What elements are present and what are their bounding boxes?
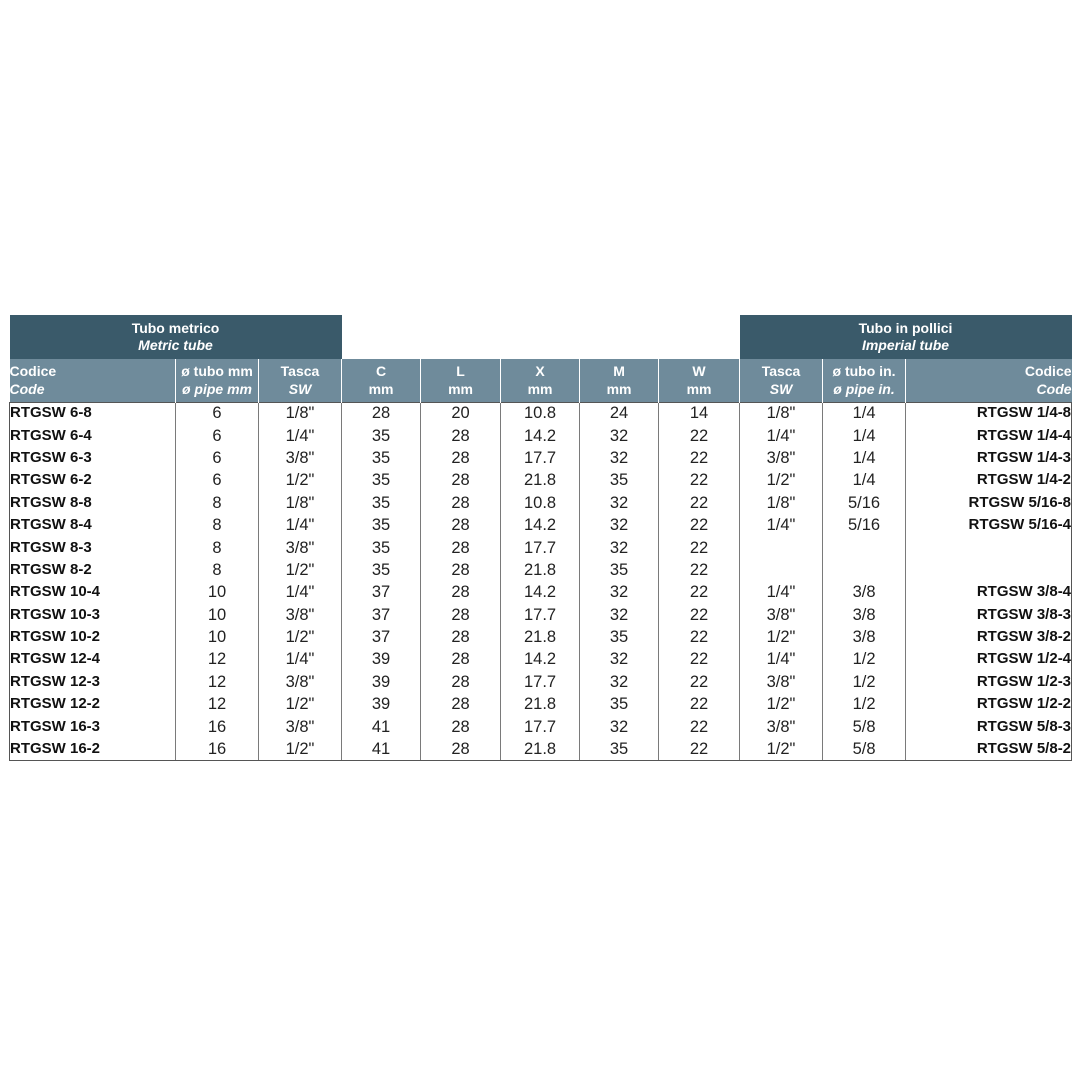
cell-c: 35 xyxy=(342,514,421,536)
cell-pipe-mm: 16 xyxy=(176,738,259,760)
cell-w: 22 xyxy=(659,715,740,737)
cell-pipe-in: 1/2 xyxy=(823,671,906,693)
column-header-c xyxy=(342,359,421,402)
cell-code-imperial: RTGSW 5/8-3 xyxy=(906,715,1072,737)
cell-pipe-in: 5/8 xyxy=(823,715,906,737)
cell-pipe-in: 1/2 xyxy=(823,648,906,670)
cell-code-imperial: RTGSW 1/4-2 xyxy=(906,469,1072,491)
cell-l: 28 xyxy=(421,447,501,469)
cell-code-imperial xyxy=(906,536,1072,558)
cell-c: 35 xyxy=(342,447,421,469)
cell-m: 32 xyxy=(580,514,659,536)
cell-sw-metric: 1/2" xyxy=(259,559,342,581)
table-row xyxy=(10,469,1072,491)
cell-sw-imperial: 1/4" xyxy=(740,648,823,670)
cell-code-imperial: RTGSW 1/4-3 xyxy=(906,447,1072,469)
column-header-sw-imperial xyxy=(740,359,823,402)
metric-tube-group-header xyxy=(10,315,342,359)
cell-code-metric: RTGSW 12-3 xyxy=(10,671,176,693)
column-header-sw-metric xyxy=(259,359,342,402)
cell-code-imperial: RTGSW 5/16-4 xyxy=(906,514,1072,536)
cell-m: 35 xyxy=(580,559,659,581)
cell-sw-metric: 1/8" xyxy=(259,402,342,424)
cell-l: 28 xyxy=(421,514,501,536)
cell-code-metric: RTGSW 6-4 xyxy=(10,424,176,446)
table-row xyxy=(10,536,1072,558)
cell-sw-imperial: 1/2" xyxy=(740,738,823,760)
column-header-sublabel: Code xyxy=(9,381,45,398)
cell-w: 22 xyxy=(659,536,740,558)
cell-sw-metric: 1/4" xyxy=(259,424,342,446)
cell-c: 35 xyxy=(342,424,421,446)
table-row xyxy=(10,559,1072,581)
cell-sw-metric: 3/8" xyxy=(259,671,342,693)
cell-code-metric: RTGSW 12-2 xyxy=(10,693,176,715)
column-header-sublabel: Code xyxy=(1036,381,1072,398)
table-row xyxy=(10,424,1072,446)
cell-w: 22 xyxy=(659,738,740,760)
cell-code-metric: RTGSW 8-3 xyxy=(10,536,176,558)
cell-c: 35 xyxy=(342,492,421,514)
cell-sw-metric: 1/2" xyxy=(259,626,342,648)
cell-pipe-mm: 8 xyxy=(176,492,259,514)
cell-sw-imperial: 3/8" xyxy=(740,447,823,469)
cell-sw-imperial: 1/4" xyxy=(740,424,823,446)
column-header-sublabel: mm xyxy=(606,381,632,398)
cell-c: 28 xyxy=(342,402,421,424)
cell-w: 22 xyxy=(659,648,740,670)
cell-sw-imperial: 1/2" xyxy=(740,693,823,715)
group-header-row xyxy=(10,315,1072,359)
column-header-sublabel: mm xyxy=(686,381,712,398)
cell-code-metric: RTGSW 6-8 xyxy=(10,402,176,424)
cell-pipe-in: 1/4 xyxy=(823,447,906,469)
cell-pipe-in xyxy=(823,559,906,581)
column-header-label: X xyxy=(535,363,545,380)
cell-m: 35 xyxy=(580,693,659,715)
cell-m: 24 xyxy=(580,402,659,424)
cell-pipe-mm: 12 xyxy=(176,648,259,670)
cell-w: 22 xyxy=(659,559,740,581)
column-header-sublabel: SW xyxy=(769,381,793,398)
cell-x: 17.7 xyxy=(501,447,580,469)
cell-x: 17.7 xyxy=(501,604,580,626)
cell-l: 28 xyxy=(421,536,501,558)
cell-pipe-in: 1/4 xyxy=(823,424,906,446)
cell-code-metric: RTGSW 8-8 xyxy=(10,492,176,514)
column-header-label: Codice xyxy=(1024,363,1072,380)
cell-w: 22 xyxy=(659,693,740,715)
cell-w: 22 xyxy=(659,447,740,469)
cell-x: 21.8 xyxy=(501,626,580,648)
cell-pipe-mm: 8 xyxy=(176,514,259,536)
cell-sw-imperial: 1/2" xyxy=(740,626,823,648)
cell-m: 32 xyxy=(580,447,659,469)
cell-m: 35 xyxy=(580,626,659,648)
imperial-tube-group-header xyxy=(740,315,1072,359)
cell-pipe-mm: 8 xyxy=(176,536,259,558)
cell-l: 28 xyxy=(421,738,501,760)
column-header-label: Codice xyxy=(9,363,57,380)
column-header-x xyxy=(501,359,580,402)
cell-x: 21.8 xyxy=(501,559,580,581)
cell-sw-imperial: 1/4" xyxy=(740,514,823,536)
table-row xyxy=(10,447,1072,469)
cell-l: 28 xyxy=(421,469,501,491)
cell-c: 35 xyxy=(342,536,421,558)
cell-sw-imperial: 1/4" xyxy=(740,581,823,603)
cell-code-imperial: RTGSW 3/8-2 xyxy=(906,626,1072,648)
column-header-label: Tasca xyxy=(280,363,320,380)
table-row xyxy=(10,402,1072,424)
cell-pipe-in: 1/2 xyxy=(823,693,906,715)
cell-code-metric: RTGSW 6-3 xyxy=(10,447,176,469)
column-header-sublabel: ø pipe in. xyxy=(833,381,895,398)
cell-code-imperial xyxy=(906,559,1072,581)
cell-l: 20 xyxy=(421,402,501,424)
cell-l: 28 xyxy=(421,693,501,715)
cell-pipe-mm: 10 xyxy=(176,604,259,626)
cell-c: 41 xyxy=(342,715,421,737)
cell-pipe-mm: 12 xyxy=(176,671,259,693)
cell-code-imperial: RTGSW 1/4-4 xyxy=(906,424,1072,446)
column-header-sublabel: mm xyxy=(368,381,394,398)
cell-l: 28 xyxy=(421,648,501,670)
cell-sw-imperial: 3/8" xyxy=(740,671,823,693)
cell-pipe-in: 1/4 xyxy=(823,469,906,491)
cell-x: 21.8 xyxy=(501,738,580,760)
cell-w: 14 xyxy=(659,402,740,424)
column-header-sublabel: mm xyxy=(448,381,473,398)
cell-m: 32 xyxy=(580,424,659,446)
cell-m: 32 xyxy=(580,604,659,626)
cell-w: 22 xyxy=(659,469,740,491)
column-header-sublabel: mm xyxy=(527,381,553,398)
cell-sw-metric: 1/2" xyxy=(259,693,342,715)
cell-x: 21.8 xyxy=(501,693,580,715)
cell-code-imperial: RTGSW 3/8-3 xyxy=(906,604,1072,626)
cell-code-metric: RTGSW 12-4 xyxy=(10,648,176,670)
cell-code-metric: RTGSW 8-4 xyxy=(10,514,176,536)
cell-m: 32 xyxy=(580,581,659,603)
cell-m: 32 xyxy=(580,671,659,693)
column-header-m xyxy=(580,359,659,402)
cell-l: 28 xyxy=(421,559,501,581)
cell-w: 22 xyxy=(659,626,740,648)
column-header-l xyxy=(421,359,501,402)
cell-x: 17.7 xyxy=(501,671,580,693)
cell-x: 21.8 xyxy=(501,469,580,491)
cell-sw-metric: 1/4" xyxy=(259,648,342,670)
cell-code-imperial: RTGSW 5/8-2 xyxy=(906,738,1072,760)
cell-l: 28 xyxy=(421,626,501,648)
cell-pipe-mm: 6 xyxy=(176,402,259,424)
table-row xyxy=(10,671,1072,693)
column-header-label: ø tubo mm xyxy=(181,363,253,380)
cell-x: 10.8 xyxy=(501,492,580,514)
table-row xyxy=(10,648,1072,670)
cell-code-imperial: RTGSW 3/8-4 xyxy=(906,581,1072,603)
cell-x: 10.8 xyxy=(501,402,580,424)
column-header-label: M xyxy=(613,363,625,380)
cell-w: 22 xyxy=(659,424,740,446)
cell-pipe-in xyxy=(823,536,906,558)
cell-pipe-mm: 6 xyxy=(176,447,259,469)
cell-x: 14.2 xyxy=(501,648,580,670)
metric-tube-label-en: Metric tube xyxy=(138,337,213,353)
cell-sw-metric: 3/8" xyxy=(259,715,342,737)
table-row xyxy=(10,514,1072,536)
cell-w: 22 xyxy=(659,671,740,693)
cell-code-imperial: RTGSW 1/2-3 xyxy=(906,671,1072,693)
cell-code-metric: RTGSW 6-2 xyxy=(10,469,176,491)
table-row xyxy=(10,626,1072,648)
column-header-label: C xyxy=(375,363,387,380)
cell-code-metric: RTGSW 10-2 xyxy=(10,626,176,648)
column-header-sublabel: SW xyxy=(288,381,312,398)
cell-sw-metric: 1/2" xyxy=(259,469,342,491)
metric-tube-label-it: Tubo metrico xyxy=(131,320,220,336)
cell-c: 39 xyxy=(342,693,421,715)
table-row xyxy=(10,715,1072,737)
cell-w: 22 xyxy=(659,514,740,536)
cell-code-imperial: RTGSW 1/2-2 xyxy=(906,693,1072,715)
cell-l: 28 xyxy=(421,604,501,626)
cell-sw-imperial: 1/8" xyxy=(740,492,823,514)
imperial-tube-label-it: Tubo in pollici xyxy=(858,320,953,336)
column-header-label: ø tubo in. xyxy=(832,363,896,380)
column-header-pipe-mm xyxy=(176,359,259,402)
cell-l: 28 xyxy=(421,424,501,446)
cell-w: 22 xyxy=(659,581,740,603)
cell-code-metric: RTGSW 10-3 xyxy=(10,604,176,626)
cell-sw-metric: 1/4" xyxy=(259,581,342,603)
cell-l: 28 xyxy=(421,715,501,737)
column-header-pipe-in xyxy=(823,359,906,402)
cell-sw-metric: 1/2" xyxy=(259,738,342,760)
cell-code-metric: RTGSW 16-2 xyxy=(10,738,176,760)
cell-pipe-mm: 10 xyxy=(176,581,259,603)
cell-code-imperial: RTGSW 1/4-8 xyxy=(906,402,1072,424)
table-row xyxy=(10,738,1072,760)
cell-c: 35 xyxy=(342,559,421,581)
cell-pipe-in: 1/4 xyxy=(823,402,906,424)
cell-m: 35 xyxy=(580,469,659,491)
cell-l: 28 xyxy=(421,581,501,603)
column-header-label: W xyxy=(692,363,706,380)
column-header-row xyxy=(10,359,1072,402)
cell-sw-imperial xyxy=(740,559,823,581)
imperial-tube-label-en: Imperial tube xyxy=(861,337,950,353)
cell-m: 32 xyxy=(580,715,659,737)
cell-c: 37 xyxy=(342,581,421,603)
table-row xyxy=(10,581,1072,603)
spec-table xyxy=(9,315,1072,761)
cell-sw-imperial: 3/8" xyxy=(740,604,823,626)
column-header-code-imperial xyxy=(906,359,1072,402)
cell-sw-metric: 3/8" xyxy=(259,604,342,626)
cell-sw-imperial: 1/2" xyxy=(740,469,823,491)
column-header-label: L xyxy=(456,363,465,380)
cell-c: 41 xyxy=(342,738,421,760)
column-header-sublabel: ø pipe mm xyxy=(181,381,252,398)
cell-l: 28 xyxy=(421,671,501,693)
group-header-spacer xyxy=(342,315,740,359)
cell-c: 35 xyxy=(342,469,421,491)
cell-c: 37 xyxy=(342,626,421,648)
column-header-label: Tasca xyxy=(761,363,801,380)
cell-x: 14.2 xyxy=(501,581,580,603)
cell-pipe-in: 5/8 xyxy=(823,738,906,760)
cell-x: 17.7 xyxy=(501,536,580,558)
cell-pipe-mm: 16 xyxy=(176,715,259,737)
cell-x: 14.2 xyxy=(501,424,580,446)
cell-code-metric: RTGSW 8-2 xyxy=(10,559,176,581)
cell-x: 17.7 xyxy=(501,715,580,737)
cell-c: 37 xyxy=(342,604,421,626)
cell-pipe-mm: 6 xyxy=(176,469,259,491)
column-header-code-metric xyxy=(10,359,176,402)
cell-m: 32 xyxy=(580,648,659,670)
cell-pipe-in: 3/8 xyxy=(823,604,906,626)
cell-code-metric: RTGSW 10-4 xyxy=(10,581,176,603)
table-row xyxy=(10,604,1072,626)
cell-pipe-in: 5/16 xyxy=(823,492,906,514)
cell-x: 14.2 xyxy=(501,514,580,536)
cell-sw-metric: 1/4" xyxy=(259,514,342,536)
cell-sw-metric: 3/8" xyxy=(259,536,342,558)
cell-pipe-in: 3/8 xyxy=(823,581,906,603)
cell-pipe-mm: 12 xyxy=(176,693,259,715)
cell-sw-imperial: 1/8" xyxy=(740,402,823,424)
cell-l: 28 xyxy=(421,492,501,514)
cell-sw-imperial: 3/8" xyxy=(740,715,823,737)
cell-code-imperial: RTGSW 1/2-4 xyxy=(906,648,1072,670)
cell-m: 35 xyxy=(580,738,659,760)
cell-pipe-mm: 6 xyxy=(176,424,259,446)
cell-pipe-mm: 8 xyxy=(176,559,259,581)
cell-c: 39 xyxy=(342,671,421,693)
cell-sw-imperial xyxy=(740,536,823,558)
cell-m: 32 xyxy=(580,536,659,558)
cell-pipe-in: 3/8 xyxy=(823,626,906,648)
cell-sw-metric: 3/8" xyxy=(259,447,342,469)
cell-m: 32 xyxy=(580,492,659,514)
cell-pipe-mm: 10 xyxy=(176,626,259,648)
cell-sw-metric: 1/8" xyxy=(259,492,342,514)
cell-w: 22 xyxy=(659,492,740,514)
table-row xyxy=(10,693,1072,715)
table-row xyxy=(10,492,1072,514)
column-header-w xyxy=(659,359,740,402)
cell-c: 39 xyxy=(342,648,421,670)
cell-w: 22 xyxy=(659,604,740,626)
cell-code-imperial: RTGSW 5/16-8 xyxy=(906,492,1072,514)
cell-code-metric: RTGSW 16-3 xyxy=(10,715,176,737)
cell-pipe-in: 5/16 xyxy=(823,514,906,536)
